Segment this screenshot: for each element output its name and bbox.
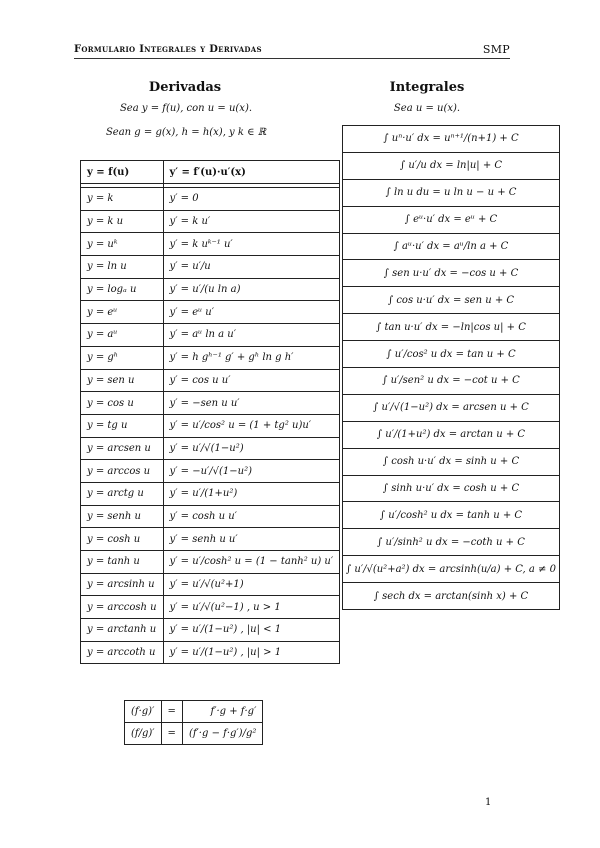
integrales-intro: Sea u = u(x). bbox=[393, 103, 461, 114]
quotient-rule-row bbox=[125, 723, 263, 745]
derivatives-col1-header: y = f(u) bbox=[81, 161, 164, 184]
integral-formula: ∫ cos u·u′ dx = sen u + C bbox=[343, 287, 560, 314]
integral-row bbox=[343, 368, 560, 395]
integral-formula: ∫ u′/cosh² u dx = tanh u + C bbox=[343, 502, 560, 529]
derivative-function: y = cos u bbox=[81, 392, 164, 415]
derivative-result: y′ = senh u u′ bbox=[163, 528, 340, 551]
derivative-function: y = tg u bbox=[81, 414, 164, 437]
derivative-result: y′ = −sen u u′ bbox=[163, 392, 340, 415]
product-rule-row bbox=[125, 701, 263, 723]
derivative-row bbox=[81, 324, 340, 347]
rule-equals: = bbox=[161, 723, 182, 745]
derivative-function: y = arccos u bbox=[81, 460, 164, 483]
derivative-row bbox=[81, 596, 340, 619]
integrals-table bbox=[342, 125, 560, 610]
integral-formula: ∫ u′/(1+u²) dx = arctan u + C bbox=[343, 421, 560, 448]
derivatives-table bbox=[80, 160, 340, 664]
integral-row bbox=[343, 448, 560, 475]
derivative-result: y′ = u′/u bbox=[163, 256, 340, 279]
integral-row bbox=[343, 583, 560, 610]
derivative-result: y′ = cosh u u′ bbox=[163, 505, 340, 528]
integral-row bbox=[343, 152, 560, 179]
derivative-result: y′ = u′/(1−u²) , |u| < 1 bbox=[163, 619, 340, 642]
derivative-function: y = arcsinh u bbox=[81, 573, 164, 596]
derivative-function: y = tanh u bbox=[81, 551, 164, 574]
integrales-title: Integrales bbox=[389, 80, 465, 95]
derivative-result: y′ = cos u u′ bbox=[163, 369, 340, 392]
derivative-function: y = uᵏ bbox=[81, 233, 164, 256]
page-number: 1 bbox=[485, 797, 492, 808]
derivative-function: y = eᵘ bbox=[81, 301, 164, 324]
derivative-row bbox=[81, 301, 340, 324]
derivative-row bbox=[81, 346, 340, 369]
derivative-result: y′ = h gʰ⁻¹ g′ + gʰ ln g h′ bbox=[163, 346, 340, 369]
derivatives-header-row bbox=[81, 161, 340, 184]
derivative-result: y′ = u′/√(u²−1) , u > 1 bbox=[163, 596, 340, 619]
derivative-row bbox=[81, 641, 340, 664]
derivative-row bbox=[81, 188, 340, 211]
derivative-row bbox=[81, 437, 340, 460]
derivative-function: y = gʰ bbox=[81, 346, 164, 369]
integral-row bbox=[343, 287, 560, 314]
integral-row bbox=[343, 502, 560, 529]
derivative-result: y′ = k uᵏ⁻¹ u′ bbox=[163, 233, 340, 256]
derivative-row bbox=[81, 233, 340, 256]
derivative-row bbox=[81, 210, 340, 233]
integral-row bbox=[343, 556, 560, 583]
integral-row bbox=[343, 314, 560, 341]
derivative-result: y′ = 0 bbox=[163, 188, 340, 211]
integral-row bbox=[343, 475, 560, 502]
integral-formula: ∫ u′/√(1−u²) dx = arcsen u + C bbox=[343, 394, 560, 421]
integral-formula: ∫ u′/cos² u dx = tan u + C bbox=[343, 341, 560, 368]
derivative-row bbox=[81, 505, 340, 528]
derivative-row bbox=[81, 369, 340, 392]
integral-formula: ∫ ln u du = u ln u − u + C bbox=[343, 179, 560, 206]
rule-lhs: (f·g)′ bbox=[125, 701, 162, 723]
derivative-function: y = arccoth u bbox=[81, 641, 164, 664]
derivadas-title: Derivadas bbox=[148, 80, 222, 95]
derivative-row bbox=[81, 528, 340, 551]
derivative-result: y′ = u′/√(1−u²) bbox=[163, 437, 340, 460]
product-quotient-rules bbox=[124, 700, 263, 745]
integral-formula: ∫ u′/sen² u dx = −cot u + C bbox=[343, 368, 560, 395]
integral-row bbox=[343, 529, 560, 556]
rule-rhs: f′·g + f·g′ bbox=[182, 701, 262, 723]
derivative-function: y = sen u bbox=[81, 369, 164, 392]
derivative-result: y′ = u′/(1−u²) , |u| > 1 bbox=[163, 641, 340, 664]
integral-row bbox=[343, 421, 560, 448]
integral-formula: ∫ uⁿ·u′ dx = uⁿ⁺¹/(n+1) + C bbox=[343, 126, 560, 153]
integral-formula: ∫ sinh u·u′ dx = cosh u + C bbox=[343, 475, 560, 502]
derivative-row bbox=[81, 482, 340, 505]
integral-row bbox=[343, 233, 560, 260]
integral-formula: ∫ sech dx = arctan(sinh x) + C bbox=[343, 583, 560, 610]
derivative-row bbox=[81, 278, 340, 301]
derivative-function: y = cosh u bbox=[81, 528, 164, 551]
derivative-function: y = aᵘ bbox=[81, 324, 164, 347]
derivative-result: y′ = u′/(u ln a) bbox=[163, 278, 340, 301]
derivative-row bbox=[81, 256, 340, 279]
derivative-function: y = arccosh u bbox=[81, 596, 164, 619]
derivative-result: y′ = −u′/√(1−u²) bbox=[163, 460, 340, 483]
derivative-result: y′ = u′/√(u²+1) bbox=[163, 573, 340, 596]
derivative-row bbox=[81, 392, 340, 415]
header-author: SMP bbox=[482, 43, 510, 56]
page-header bbox=[74, 42, 510, 59]
derivative-function: y = arctg u bbox=[81, 482, 164, 505]
integral-row bbox=[343, 341, 560, 368]
derivative-function: y = k bbox=[81, 188, 164, 211]
derivative-function: y = ln u bbox=[81, 256, 164, 279]
rule-rhs: (f′·g − f·g′)/g² bbox=[182, 723, 262, 745]
derivadas-intro-1: Sea y = f(u), con u = u(x). bbox=[119, 103, 253, 114]
derivative-function: y = k u bbox=[81, 210, 164, 233]
derivative-result: y′ = u′/(1+u²) bbox=[163, 482, 340, 505]
derivative-row bbox=[81, 573, 340, 596]
derivative-function: y = arcsen u bbox=[81, 437, 164, 460]
derivative-function: y = senh u bbox=[81, 505, 164, 528]
derivative-result: y′ = u′/cosh² u = (1 − tanh² u) u′ bbox=[163, 551, 340, 574]
rule-equals: = bbox=[161, 701, 182, 723]
integral-formula: ∫ eᵘ·u′ dx = eᵘ + C bbox=[343, 206, 560, 233]
rule-lhs: (f/g)′ bbox=[125, 723, 162, 745]
derivative-result: y′ = k u′ bbox=[163, 210, 340, 233]
derivative-result: y′ = aᵘ ln a u′ bbox=[163, 324, 340, 347]
integral-formula: ∫ cosh u·u′ dx = sinh u + C bbox=[343, 448, 560, 475]
derivative-result: y′ = u′/cos² u = (1 + tg² u)u′ bbox=[163, 414, 340, 437]
derivative-row bbox=[81, 414, 340, 437]
integral-formula: ∫ aᵘ·u′ dx = aᵘ/ln a + C bbox=[343, 233, 560, 260]
derivative-row bbox=[81, 619, 340, 642]
derivative-result: y′ = eᵘ u′ bbox=[163, 301, 340, 324]
integral-row bbox=[343, 206, 560, 233]
integral-row bbox=[343, 260, 560, 287]
header-title: Formulario Integrales y Derivadas bbox=[74, 44, 262, 55]
integral-formula: ∫ u′/sinh² u dx = −coth u + C bbox=[343, 529, 560, 556]
derivative-row bbox=[81, 551, 340, 574]
derivatives-col2-header: y′ = f′(u)·u′(x) bbox=[163, 161, 340, 184]
integral-formula: ∫ u′/√(u²+a²) dx = arcsinh(u/a) + C, a ≠ 0 bbox=[343, 556, 560, 583]
integral-formula: ∫ tan u·u′ dx = −ln|cos u| + C bbox=[343, 314, 560, 341]
integral-formula: ∫ sen u·u′ dx = −cos u + C bbox=[343, 260, 560, 287]
derivative-row bbox=[81, 460, 340, 483]
integral-row bbox=[343, 179, 560, 206]
derivadas-intro-2: Sean g = g(x), h = h(x), y k ∈ ℝ bbox=[105, 127, 267, 138]
derivative-function: y = arctanh u bbox=[81, 619, 164, 642]
derivative-function: y = logₐ u bbox=[81, 278, 164, 301]
integral-row bbox=[343, 126, 560, 153]
integral-row bbox=[343, 394, 560, 421]
integral-formula: ∫ u′/u dx = ln|u| + C bbox=[343, 152, 560, 179]
